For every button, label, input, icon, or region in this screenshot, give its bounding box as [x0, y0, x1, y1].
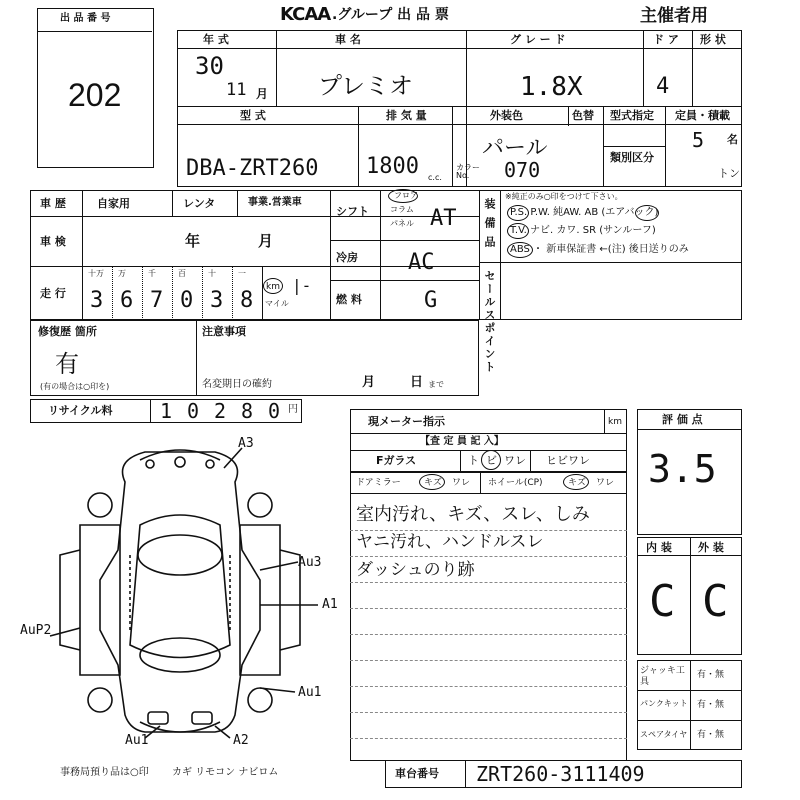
fuel-value: G — [424, 288, 438, 313]
year-label: 年 式 — [203, 33, 229, 46]
glass-circle — [481, 450, 501, 470]
office-items: カギ リモコン ナビロム — [172, 767, 279, 778]
mile-label: マイル — [265, 299, 289, 308]
km-label: km — [266, 282, 280, 292]
km-mark: |- — [292, 276, 312, 295]
repair-note: (有の場合は○印を) — [40, 382, 110, 391]
puncture-option: 有・無 — [697, 700, 725, 710]
puncture-kit-label: パンクキット — [640, 699, 688, 708]
form-title: .グループ 出 品 票 — [332, 7, 449, 23]
inspector-note-3: ダッシュのり跡 — [356, 560, 475, 580]
mileage-digit-label: 百 — [178, 269, 186, 278]
notice-label: 注意事項 — [202, 325, 246, 338]
glass-option-ware: ワレ — [504, 454, 526, 467]
damage-mark: A1 — [322, 597, 338, 612]
score-value: 3.5 — [648, 447, 717, 491]
equipment-row-1: P.S. P.W. 純AW. AB (エアバック) — [510, 207, 659, 218]
expiry-month: 月 — [362, 375, 376, 390]
inspection-label: 車 検 — [40, 235, 66, 248]
mileage-digit: 3 — [210, 288, 224, 313]
equip-circle-abs — [507, 242, 533, 258]
mileage-digit: 3 — [90, 288, 104, 313]
expiry-suffix: まで — [428, 380, 444, 389]
capacity-unit: 名 — [727, 133, 738, 146]
exterior-color-label: 外装色 — [490, 109, 523, 122]
equip-circle-tv — [507, 223, 529, 239]
shift-panel: パネル — [390, 219, 414, 228]
fuel-label: 燃 料 — [336, 293, 362, 306]
expiry-label: 名変期日の確約 — [202, 379, 272, 390]
recycle-digit: 1 — [160, 399, 173, 423]
mileage-digit: 6 — [120, 288, 134, 313]
lot-number-label: 出 品 番 号 — [60, 13, 111, 24]
shift-label: シフト — [336, 205, 369, 218]
inspector-note-1: 室内汚れ、キズ、スレ、しみ — [356, 504, 590, 525]
year-value: 30 — [195, 52, 224, 80]
office-note: 事務局預り品は○印 — [60, 767, 149, 778]
month-value: 11 — [226, 80, 247, 100]
class-label: 類別区分 — [610, 151, 654, 164]
mileage-digit: 0 — [180, 288, 194, 313]
km-circle — [263, 278, 283, 294]
history-business: 事業.営業車 — [248, 197, 302, 208]
equipment-row-2: T.V. ナビ. カワ. SR (サンルーフ) — [510, 225, 656, 236]
chassis-value: ZRT260-3111409 — [476, 762, 645, 786]
shift-floor: フロア — [394, 191, 418, 200]
score-label: 評 価 点 — [662, 413, 703, 426]
mileage-label: 走 行 — [40, 287, 66, 300]
recycle-unit: 円 — [288, 404, 298, 415]
body-shape-label: 形 状 — [700, 33, 726, 46]
equipment-note: ※純正のみ○印をつけて下さい。 — [505, 192, 623, 201]
recycle-label: リサイクル料 — [48, 404, 113, 417]
ac-label: 冷房 — [336, 251, 358, 264]
wheel-label: ホイール(CP) — [488, 478, 543, 488]
car-damage-diagram — [20, 430, 350, 760]
mirror-crack: ワレ — [452, 478, 471, 488]
lot-number-box — [37, 8, 154, 168]
mirror-circle — [419, 474, 445, 490]
displacement-value: 1800 — [366, 154, 419, 179]
chassis-label: 車台番号 — [395, 767, 439, 780]
month-unit: 月 — [256, 87, 269, 101]
inspector-title: 【査 定 員 記 入】 — [420, 436, 504, 447]
capacity-label: 定員・積載 — [675, 109, 730, 122]
exterior-color-value: パール — [482, 136, 548, 161]
shift-column: コラム — [390, 205, 414, 214]
equip-circle-ps — [507, 205, 529, 221]
capacity-value: 5 — [692, 128, 705, 152]
equip-circle-ab — [635, 205, 659, 221]
damage-mark: A3 — [238, 436, 254, 451]
grade-value: 1.8X — [520, 72, 583, 102]
car-name-value: プレミオ — [318, 72, 414, 100]
repair-label: 修復歴 箇所 — [38, 325, 97, 338]
glass-option-crack: ヒビワレ — [546, 454, 590, 467]
recycle-digit: 0 — [268, 399, 281, 423]
wheel-scratch: キズ — [568, 478, 586, 488]
recycle-digit: 2 — [214, 399, 227, 423]
mileage-digit: 8 — [240, 288, 254, 313]
mileage-digit-label: 千 — [148, 269, 156, 278]
wheel-crack: ワレ — [596, 478, 615, 488]
history-rental: レンタ — [183, 197, 216, 210]
displacement-unit: c.c. — [428, 173, 442, 182]
glass-option-bi: ビ — [486, 454, 497, 467]
spare-option: 有・無 — [697, 730, 725, 740]
color-number-value: 070 — [504, 158, 541, 182]
expiry-day: 日 — [410, 375, 424, 390]
color-change-label: 色替 — [572, 109, 594, 122]
mileage-digit-label: 十万 — [88, 269, 104, 278]
exterior-label: 外 装 — [698, 541, 724, 554]
interior-label: 内 装 — [646, 541, 672, 554]
brand-logo: KCAA — [280, 4, 331, 25]
sales-point-label: セールスポイント — [483, 270, 496, 374]
inspection-month: 月 — [258, 232, 274, 250]
mileage-digit: 7 — [150, 288, 164, 313]
model-value: DBA-ZRT260 — [186, 156, 319, 181]
recycle-digit: 8 — [241, 399, 254, 423]
displacement-label: 排 気 量 — [386, 109, 427, 122]
door-value: 4 — [656, 74, 670, 99]
repair-value: 有 — [55, 350, 79, 378]
inspector-note-2: ヤニ汚れ、ハンドルスレ — [356, 532, 544, 552]
recycle-digit: 0 — [187, 399, 200, 423]
shift-circle — [388, 189, 418, 203]
history-label: 車 歴 — [40, 197, 66, 210]
glass-label: Fガラス — [376, 454, 417, 467]
exterior-value: C — [702, 576, 729, 627]
jack-label: ジャッキ工 具 — [640, 666, 685, 687]
damage-mark: Au1 — [125, 733, 149, 748]
ton-unit: トン — [718, 167, 740, 180]
equipment-label: 装 備 品 — [483, 198, 496, 249]
car-name-label: 車 名 — [335, 33, 361, 46]
interior-value: C — [649, 576, 676, 627]
mirror-scratch: キズ — [424, 478, 442, 488]
mileage-digit-label: 一 — [238, 269, 246, 278]
history-private: 自家用 — [97, 197, 130, 210]
shift-value: AT — [430, 206, 457, 231]
grade-label: グ レ ー ド — [510, 33, 566, 46]
equipment-row-3: ABS ・ 新車保証書 ←(注) 後日送りのみ — [510, 244, 689, 255]
organizer-label: 主催者用 — [640, 6, 708, 26]
inspection-year: 年 — [185, 232, 201, 250]
damage-mark: Au1 — [298, 685, 322, 700]
mirror-label: ドアミラー — [356, 478, 401, 488]
jack-option: 有・無 — [697, 670, 725, 680]
door-label: ド ア — [653, 33, 679, 46]
lot-number: 202 — [68, 77, 122, 113]
ac-value: AC — [408, 250, 435, 275]
meter-label: 現メーター指示 — [368, 415, 445, 428]
wheel-circle — [563, 474, 589, 490]
spare-tire-label: スペアタイヤ — [640, 730, 688, 739]
damage-mark: Au3 — [298, 555, 322, 570]
glass-option-to: ト — [468, 454, 479, 467]
damage-mark: AuP2 — [20, 623, 52, 638]
meter-unit: km — [608, 417, 622, 427]
mileage-digit-label: 万 — [118, 269, 126, 278]
mileage-digit-label: 十 — [208, 269, 216, 278]
color-number-label: カラー No. — [456, 163, 480, 180]
damage-mark: A2 — [233, 733, 249, 748]
type-approval-label: 型式指定 — [610, 109, 654, 122]
model-label: 型 式 — [240, 109, 266, 122]
